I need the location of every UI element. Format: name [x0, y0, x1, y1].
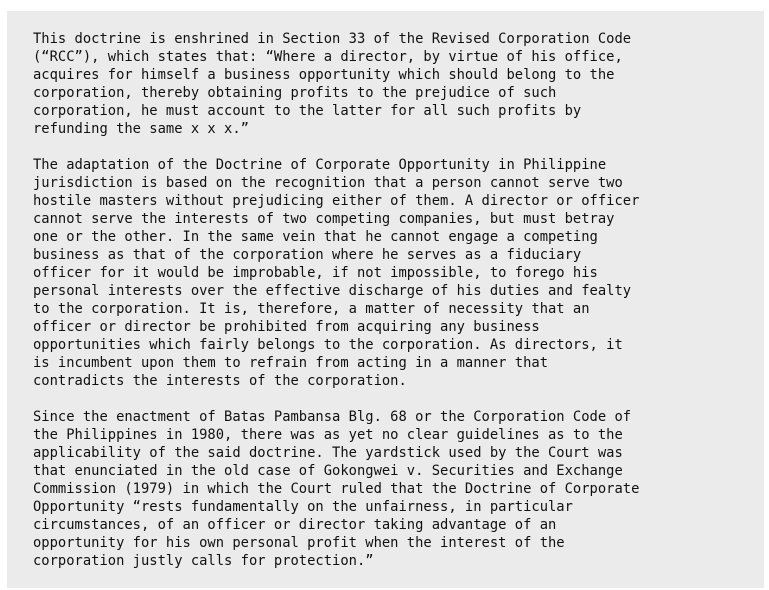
paragraph-doctrine-adaptation [33, 156, 754, 390]
text-line: business as that of the corporation where he serves as a fiduciary [33, 247, 582, 263]
document-panel [7, 11, 764, 588]
text-line: Since the enactment of Batas Pambansa Blg. 68 or the Corporation Code of [33, 409, 632, 425]
text-line: that enunciated in the old case of Gokongwei v. Securities and Exchange [33, 463, 623, 479]
text-line: corporation justly calls for protection.” [33, 553, 374, 569]
text-line: cannot serve the interests of two competing companies, but must betray [33, 211, 615, 227]
text-line: opportunities which fairly belongs to the corporation. As directors, it [33, 337, 623, 353]
text-line: one or the other. In the same vein that he cannot engage a competing [33, 229, 598, 245]
text-line: officer for it would be improbable, if not impossible, to forego his [33, 265, 598, 281]
text-line: Commission (1979) in which the Court ruled that the Doctrine of Corporate [33, 481, 640, 497]
text-line: is incumbent upon them to refrain from acting in a manner that [33, 355, 548, 371]
paragraph-rcc-section-33 [33, 30, 754, 138]
text-line: the Philippines in 1980, there was as yet no clear guidelines as to the [33, 427, 623, 443]
text-line: This doctrine is enshrined in Section 33 of the Revised Corporation Code [33, 31, 632, 47]
text-line: applicability of the said doctrine. The yardstick used by the Court was [33, 445, 623, 461]
text-line: contradicts the interests of the corporation. [33, 373, 407, 389]
text-line: The adaptation of the Doctrine of Corporate Opportunity in Philippine [33, 157, 607, 173]
text-line: hostile masters without prejudicing either of them. A director or officer [33, 193, 640, 209]
paragraph-gokongwei-case [33, 408, 754, 570]
text-line: to the corporation. It is, therefore, a matter of necessity that an [33, 301, 590, 317]
text-line: Opportunity “rests fundamentally on the unfairness, in particular [33, 499, 573, 515]
text-line: jurisdiction is based on the recognition that a person cannot serve two [33, 175, 623, 191]
text-line: acquires for himself a business opportunity which should belong to the [33, 67, 615, 83]
text-line: circumstances, of an officer or director taking advantage of an [33, 517, 557, 533]
text-line: corporation, he must account to the latter for all such profits by [33, 103, 582, 119]
text-line: refunding the same x x x.” [33, 121, 249, 137]
text-line: officer or director be prohibited from acquiring any business [33, 319, 540, 335]
text-line: (“RCC”), which states that: “Where a director, by virtue of his office, [33, 49, 623, 65]
text-line: corporation, thereby obtaining profits to the prejudice of such [33, 85, 557, 101]
text-line: opportunity for his own personal profit when the interest of the [33, 535, 565, 551]
text-line: personal interests over the effective discharge of his duties and fealty [33, 283, 632, 299]
